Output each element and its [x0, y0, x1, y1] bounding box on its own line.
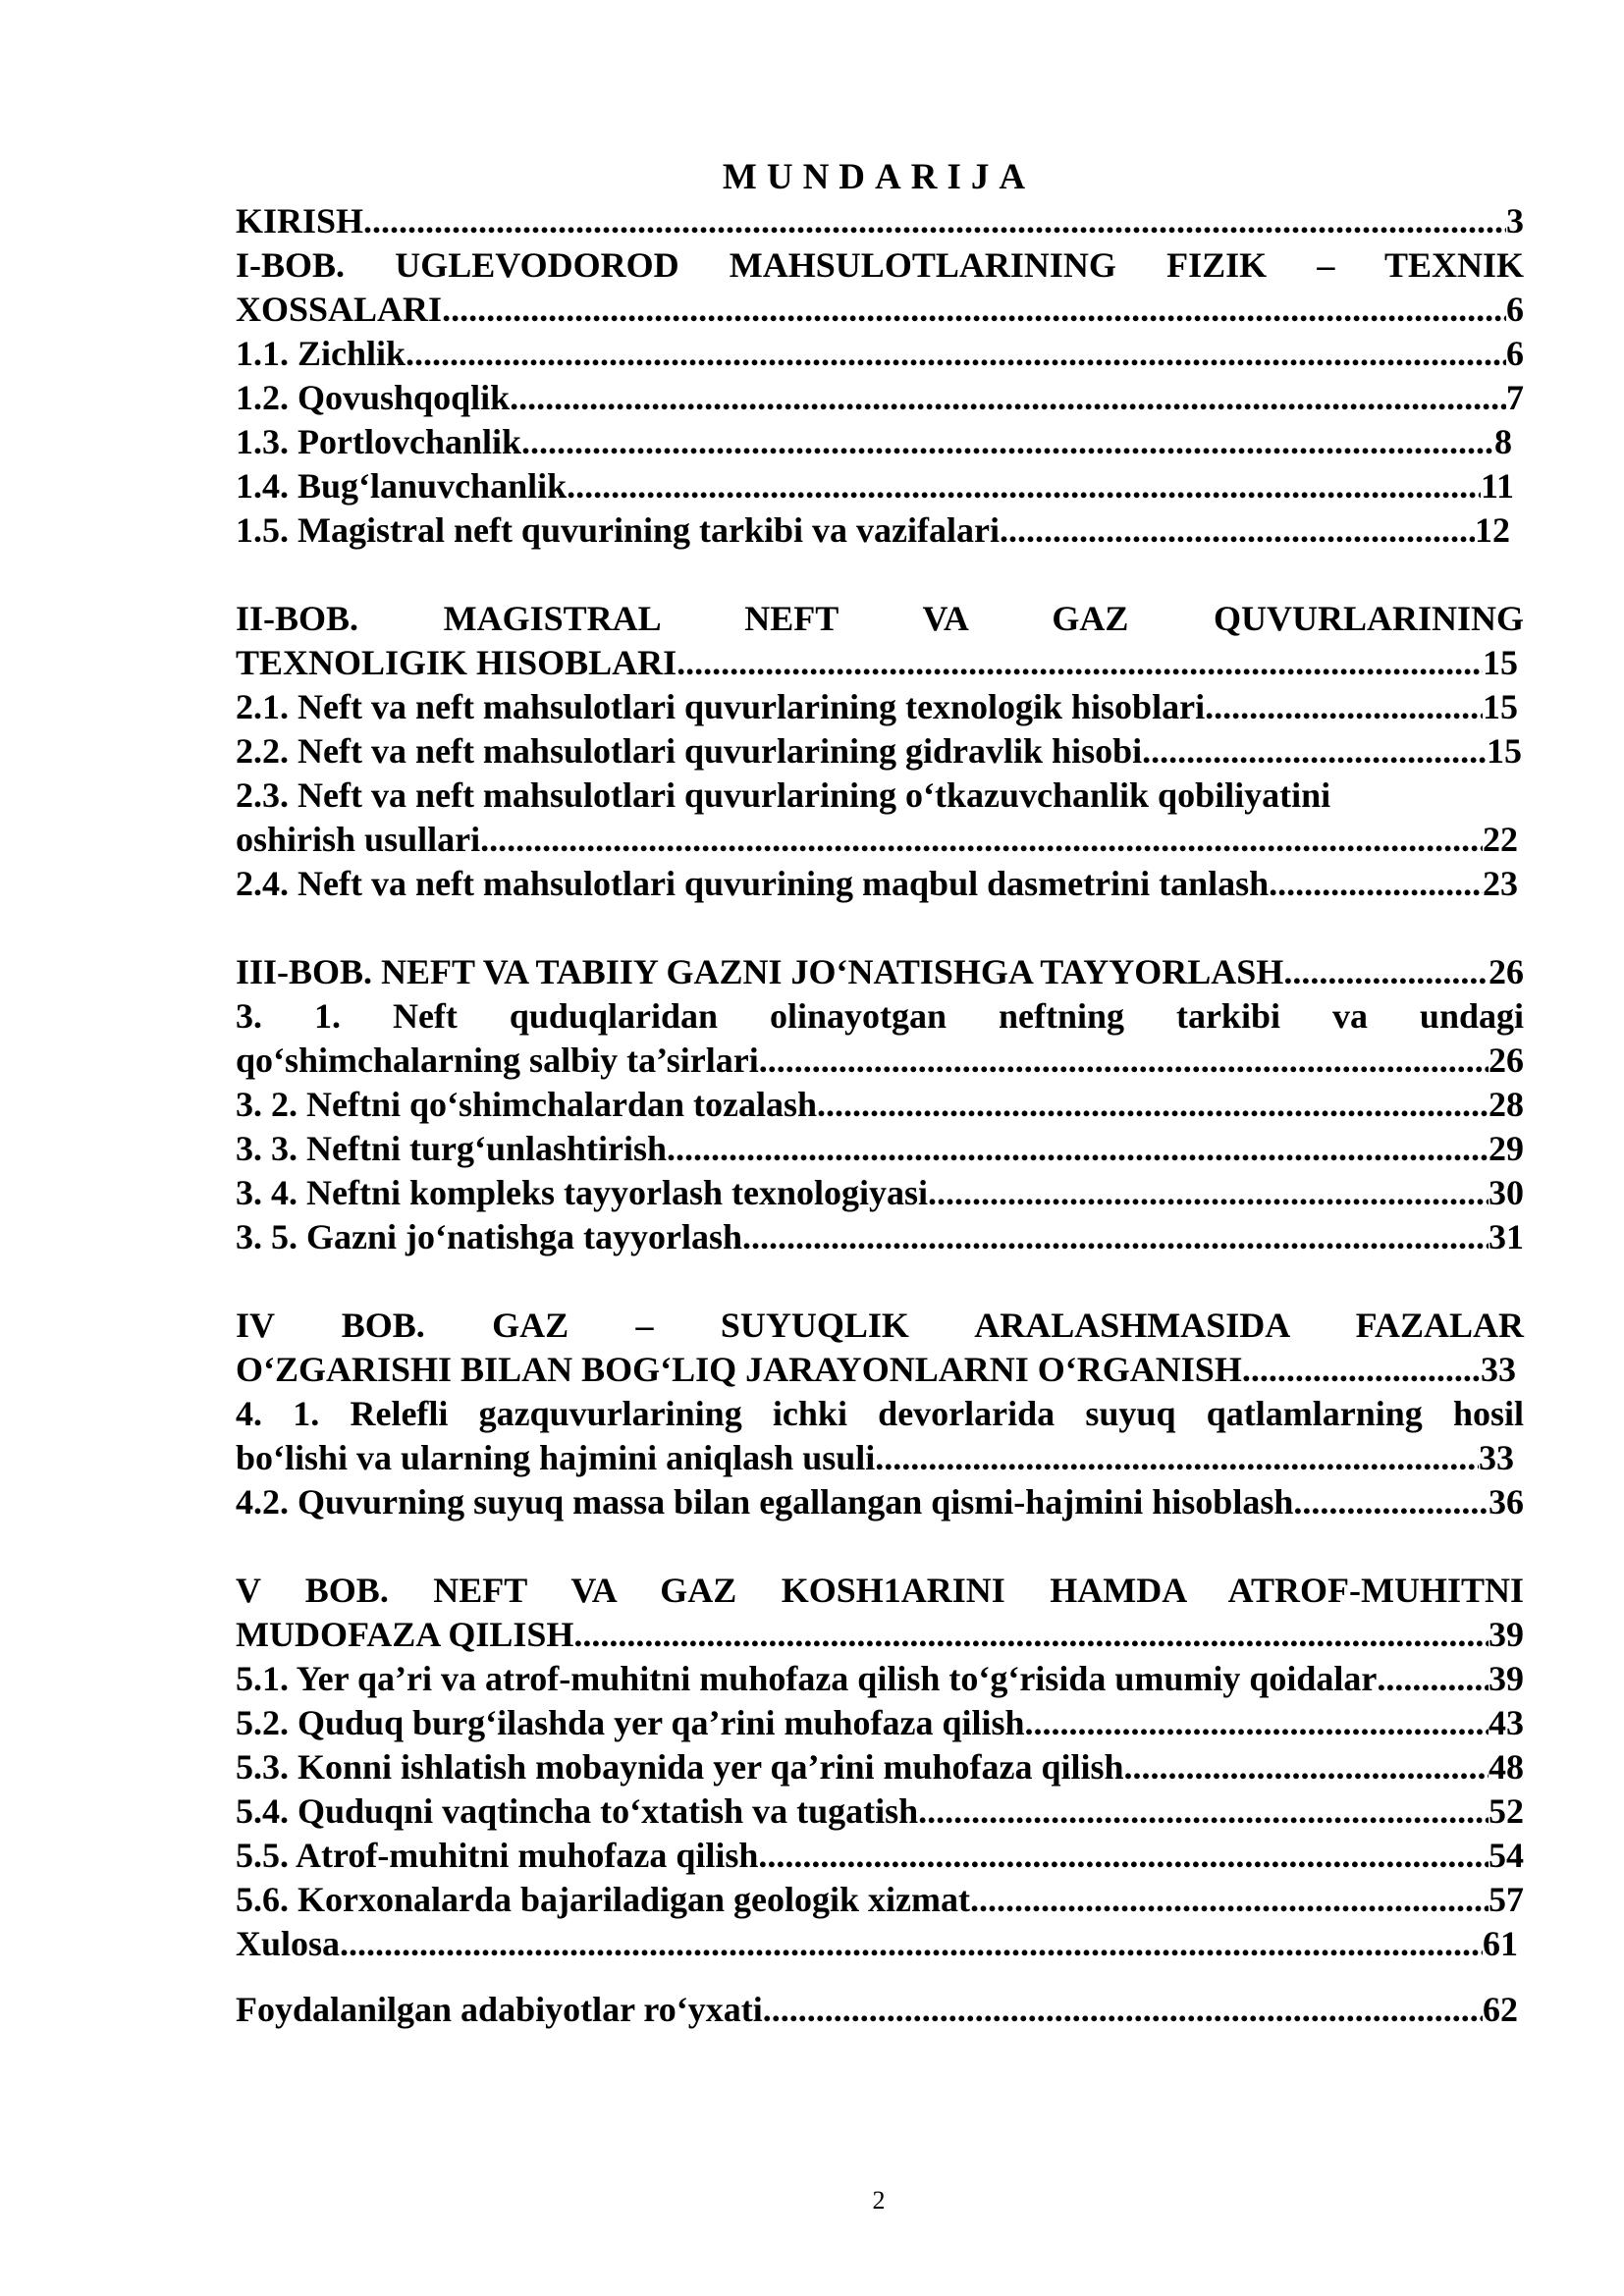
leader-dots [1142, 729, 1487, 774]
leader-dots [1269, 862, 1483, 906]
toc-entry: KIRISH ..... 3 [236, 199, 1524, 243]
page-ref: 28 [1489, 1085, 1524, 1124]
toc-entry: 5.5. Atrof-muhitni muhofaza qilish ..... 54 [236, 1834, 1524, 1878]
page-ref: 48 [1489, 1747, 1524, 1787]
toc-entry-line: 3. 1. Neft quduqlaridan olinayotgan neftning tarkibi va undagi [236, 996, 1524, 1036]
leader-dots [1025, 1701, 1489, 1745]
leader-dots [667, 1127, 1489, 1171]
toc-entry: TEXNOLIGIK HISOBLARI ..... 15 [236, 641, 1524, 685]
page-ref: 57 [1489, 1880, 1524, 1919]
toc-entry: 3. 2. Neftni qo‘shimchalardan tozalash ..... 28 [236, 1083, 1524, 1127]
leader-dots [480, 818, 1483, 862]
toc-entry: III-BOB. NEFT VA TABIIY GAZNI JO‘NATISHGA TAYYORLASH ..... 26 [236, 950, 1524, 994]
page-ref: 7 [1506, 378, 1524, 417]
page-ref: 62 [1483, 1990, 1518, 2029]
table-of-contents [236, 199, 1524, 2032]
leader-dots [817, 1083, 1489, 1127]
page-ref: 36 [1489, 1482, 1524, 1522]
leader-dots [1293, 1480, 1489, 1524]
toc-entry: 1.2. Qovushqoqlik ..... 7 [236, 376, 1524, 420]
page-ref: 15 [1483, 643, 1518, 682]
page-ref: 30 [1489, 1173, 1524, 1212]
leader-dots [759, 1039, 1489, 1083]
toc-entry: 3. 3. Neftni turg‘unlashtirish ..... 29 [236, 1127, 1524, 1171]
page-ref: 31 [1489, 1217, 1524, 1256]
toc-entry: 3. 4. Neftni kompleks tayyorlash texnologiyasi ..... 30 [236, 1171, 1524, 1215]
toc-entry: 1.4. Bug‘lanuvchanlik ..... 11 [236, 464, 1524, 508]
leader-dots [340, 1922, 1483, 1966]
toc-entry: 3. 5. Gazni jo‘natishga tayyorlash ..... 31 [236, 1215, 1524, 1259]
page-ref: 29 [1489, 1129, 1524, 1168]
toc-entry: 2.4. Neft va neft mahsulotlari quvurining maqbul dasmetrini tanlash ..... 23 [236, 862, 1524, 906]
leader-dots [677, 641, 1483, 685]
page-ref: 26 [1489, 952, 1524, 991]
page-ref: 43 [1489, 1703, 1524, 1742]
toc-entry: 5.1. Yer qa’ri va atrof-muhitni muhofaza qilish to‘g‘risida umumiy qoidalar ..... 39 [236, 1657, 1524, 1701]
toc-entry: 1.5. Magistral neft quvurining tarkibi va vazifalari ..... 12 [236, 508, 1524, 553]
toc-entry: 5.3. Konni ishlatish mobaynida yer qa’rini muhofaza qilish ..... 48 [236, 1745, 1524, 1789]
page-ref: 6 [1506, 290, 1524, 329]
chapter-heading: I-BOB. UGLEVODOROD MAHSULOTLARINING FIZIK – TEXNIK [236, 245, 1524, 285]
page-title: MUNDARIJA [722, 157, 1036, 197]
toc-entry: 1.3. Portlovchanlik ..... 8 [236, 420, 1524, 464]
toc-entry: 4.2. Quvurning suyuq massa bilan egallangan qismi-hajmini hisoblash ..... 36 [236, 1480, 1524, 1524]
leader-dots [1242, 1348, 1481, 1392]
leader-dots [442, 288, 1506, 332]
toc-entry: 1.1. Zichlik. ..... 6 [236, 332, 1524, 376]
page-ref: 23 [1483, 864, 1518, 903]
leader-dots [918, 1789, 1489, 1834]
page-ref: 39 [1489, 1615, 1524, 1654]
page-ref: 8 [1494, 422, 1512, 461]
leader-dots [763, 1988, 1483, 2032]
toc-entry: 2.2. Neft va neft mahsulotlari quvurlarining gidravlik hisobi ..... 15 [236, 729, 1524, 774]
leader-dots [1000, 508, 1475, 553]
leader-dots [875, 1436, 1479, 1480]
chapter-heading: IV BOB. GAZ – SUYUQLIK ARALASHMASIDA FAZALAR [236, 1306, 1524, 1345]
page-ref: 3 [1506, 201, 1524, 240]
leader-dots [510, 376, 1506, 420]
leader-dots [1124, 1745, 1489, 1789]
toc-entry-line: 2.3. Neft va neft mahsulotlari quvurlarining o‘tkazuvchanlik qobiliyatini [236, 775, 1331, 815]
toc-entry: bo‘lishi va ularning hajmini aniqlash usuli ..... 33 [236, 1436, 1524, 1480]
toc-entry: 2.1. Neft va neft mahsulotlari quvurlarining texnologik hisoblari ..... 15 [236, 685, 1524, 729]
leader-dots [521, 420, 1494, 464]
page-ref: 52 [1489, 1791, 1524, 1831]
page-ref: 12 [1475, 510, 1510, 550]
leader-dots [414, 332, 1506, 376]
toc-entry: 5.6. Korxonalarda bajariladigan geologik xizmat ..... 57 [236, 1878, 1524, 1922]
leader-dots [567, 464, 1481, 508]
chapter-heading: II-BOB. MAGISTRAL NEFT VA GAZ QUVURLARINING [236, 599, 1524, 638]
page-number: 2 [872, 2186, 886, 2215]
leader-dots [1283, 950, 1489, 994]
toc-entry: O‘ZGARISHI BILAN BOG‘LIQ JARAYONLARNI O‘RGANISH ..... 33 [236, 1348, 1524, 1392]
page-ref: 6 [1506, 334, 1524, 373]
page-ref: 11 [1480, 466, 1514, 506]
page-ref: 15 [1487, 731, 1522, 771]
page-ref: 22 [1483, 820, 1518, 859]
toc-entry: Xulosa ..... 61 [236, 1922, 1524, 1966]
page-ref: 33 [1479, 1438, 1514, 1477]
leader-dots [1377, 1657, 1489, 1701]
leader-dots [573, 1613, 1489, 1657]
page-ref: 26 [1489, 1041, 1524, 1080]
leader-dots [928, 1171, 1489, 1215]
leader-dots [363, 199, 1506, 243]
chapter-heading: V BOB. NEFT VA GAZ KOSH1ARINI HAMDA ATROF-MUHITNI [236, 1571, 1524, 1610]
page-ref: 39 [1489, 1659, 1524, 1698]
toc-entry: MUDOFAZA QILISH ..... 39 [236, 1613, 1524, 1657]
leader-dots [758, 1834, 1489, 1878]
toc-entry: qo‘shimchalarning salbiy ta’sirlari ..... 26 [236, 1039, 1524, 1083]
page-ref: 54 [1489, 1836, 1524, 1875]
toc-entry: 5.2. Quduq burg‘ilashda yer qa’rini muhofaza qilish ..... 43 [236, 1701, 1524, 1745]
leader-dots [742, 1215, 1489, 1259]
page-ref: 33 [1481, 1350, 1516, 1389]
leader-dots [970, 1878, 1489, 1922]
toc-entry: 5.4. Quduqni vaqtincha to‘xtatish va tugatish ..... 52 [236, 1789, 1524, 1834]
leader-dots [1205, 685, 1483, 729]
page-ref: 15 [1483, 687, 1518, 726]
page-ref: 61 [1483, 1924, 1518, 1963]
toc-entry: Foydalanilgan adabiyotlar ro‘yxati ..... 62 [236, 1988, 1524, 2032]
toc-entry-line: 4. 1. Relefli gazquvurlarining ichki devorlarida suyuq qatlamlarning hosil [236, 1394, 1524, 1433]
toc-entry: oshirish usullari ..... 22 [236, 818, 1524, 862]
toc-entry: XOSSALARI ..... 6 [236, 288, 1524, 332]
